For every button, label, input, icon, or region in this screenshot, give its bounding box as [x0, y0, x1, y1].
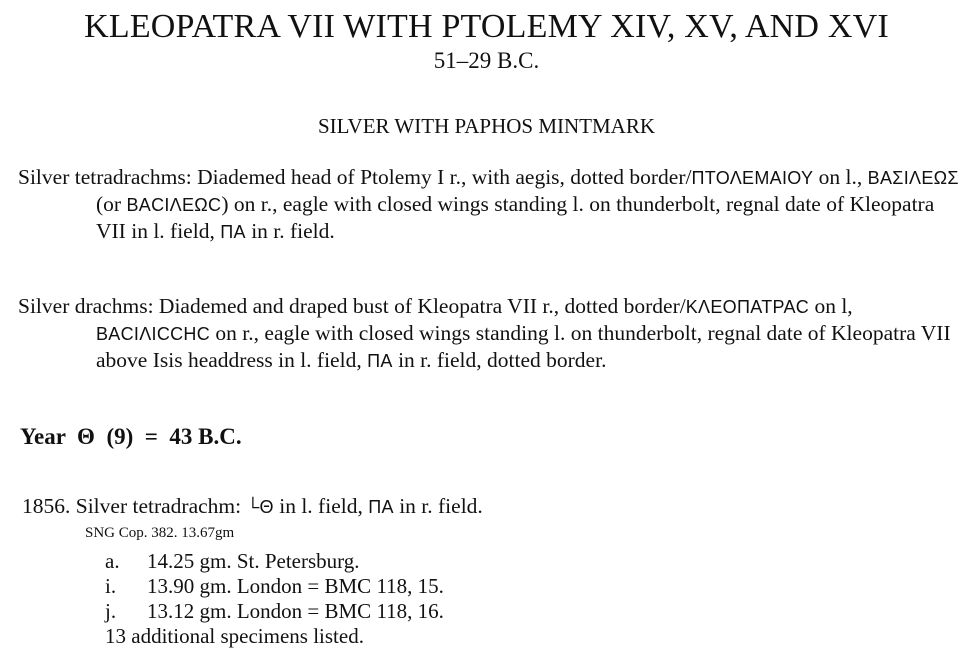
specimen-item — [105, 599, 444, 623]
greek-legend: ΒΑCΙΛΙCCΗC — [96, 324, 211, 344]
greek-legend: ΒΑΣΙΛΕΩΣ — [867, 168, 959, 188]
specimen-item — [105, 574, 444, 598]
greek-legend: ΠΤΟΛΕΜΑΙΟΥ — [691, 168, 814, 188]
page-title: KLEOPATRA VII WITH PTOLEMY XIV, XV, AND XVI — [84, 8, 889, 45]
description-text: Silver tetradrachms: Diademed head of Ptolemy I r., with aegis, dotted border/ — [18, 165, 692, 189]
tetradrachm-description — [18, 164, 963, 245]
greek-mintmark: ΠΑ — [220, 222, 246, 242]
entry-number: 1856. — [22, 494, 71, 518]
year-heading: Year Θ (9) = 43 B.C. — [20, 424, 242, 449]
catalog-entry — [22, 494, 962, 519]
greek-mintmark: ΠΑ — [367, 351, 393, 371]
entry-line — [22, 494, 962, 519]
reference-line: SNG Cop. 382. 13.67gm — [85, 525, 235, 541]
additional-specimens: 13 additional specimens listed. — [105, 624, 364, 648]
specimen-label: i. — [105, 574, 117, 598]
date-range: 51–29 B.C. — [433, 48, 540, 73]
greek-legend: ΒΑCΙΛΕΩC — [126, 195, 222, 215]
drachm-description — [18, 293, 963, 374]
description-text: (or — [96, 192, 127, 216]
specimen-label: a. — [105, 549, 120, 573]
entry-text: in r. field. — [393, 494, 483, 518]
section-heading: SILVER WITH PAPHOS MINTMARK — [317, 114, 656, 138]
specimen-item — [105, 549, 360, 573]
description-text: in r. field, dotted border. — [392, 348, 607, 372]
greek-mintmark: ΠΑ — [368, 497, 394, 517]
entry-text: in l. field, — [273, 494, 369, 518]
specimen-text: 13.90 gm. London = BMC 118, 15. — [147, 574, 444, 598]
greek-legend: ΚΛΕΟΠΑΤΡΑC — [685, 297, 810, 317]
specimen-text: 14.25 gm. St. Petersburg. — [147, 549, 360, 573]
description-text: Silver drachms: Diademed and draped bust of Kleopatra VII r., dotted border/ — [18, 294, 686, 318]
description-text: ) on r., eagle with closed wings standing l. on thunderbolt, regnal date of Kleopatra VII in l. field, — [96, 192, 935, 243]
description-text: on l., — [813, 165, 868, 189]
description-text: on l, — [809, 294, 853, 318]
description-text: on r., eagle with closed wings standing l. on thunderbolt, regnal date of Kleopatra VII above Isis headdress in l. field, — [96, 321, 951, 372]
specimen-label: j. — [105, 599, 117, 623]
entry-text: Silver tetradrachm: — [70, 494, 247, 518]
description-text: in r. field. — [245, 219, 335, 243]
regnal-date-mark: └Θ — [246, 497, 274, 517]
specimen-text: 13.12 gm. London = BMC 118, 16. — [147, 599, 444, 623]
